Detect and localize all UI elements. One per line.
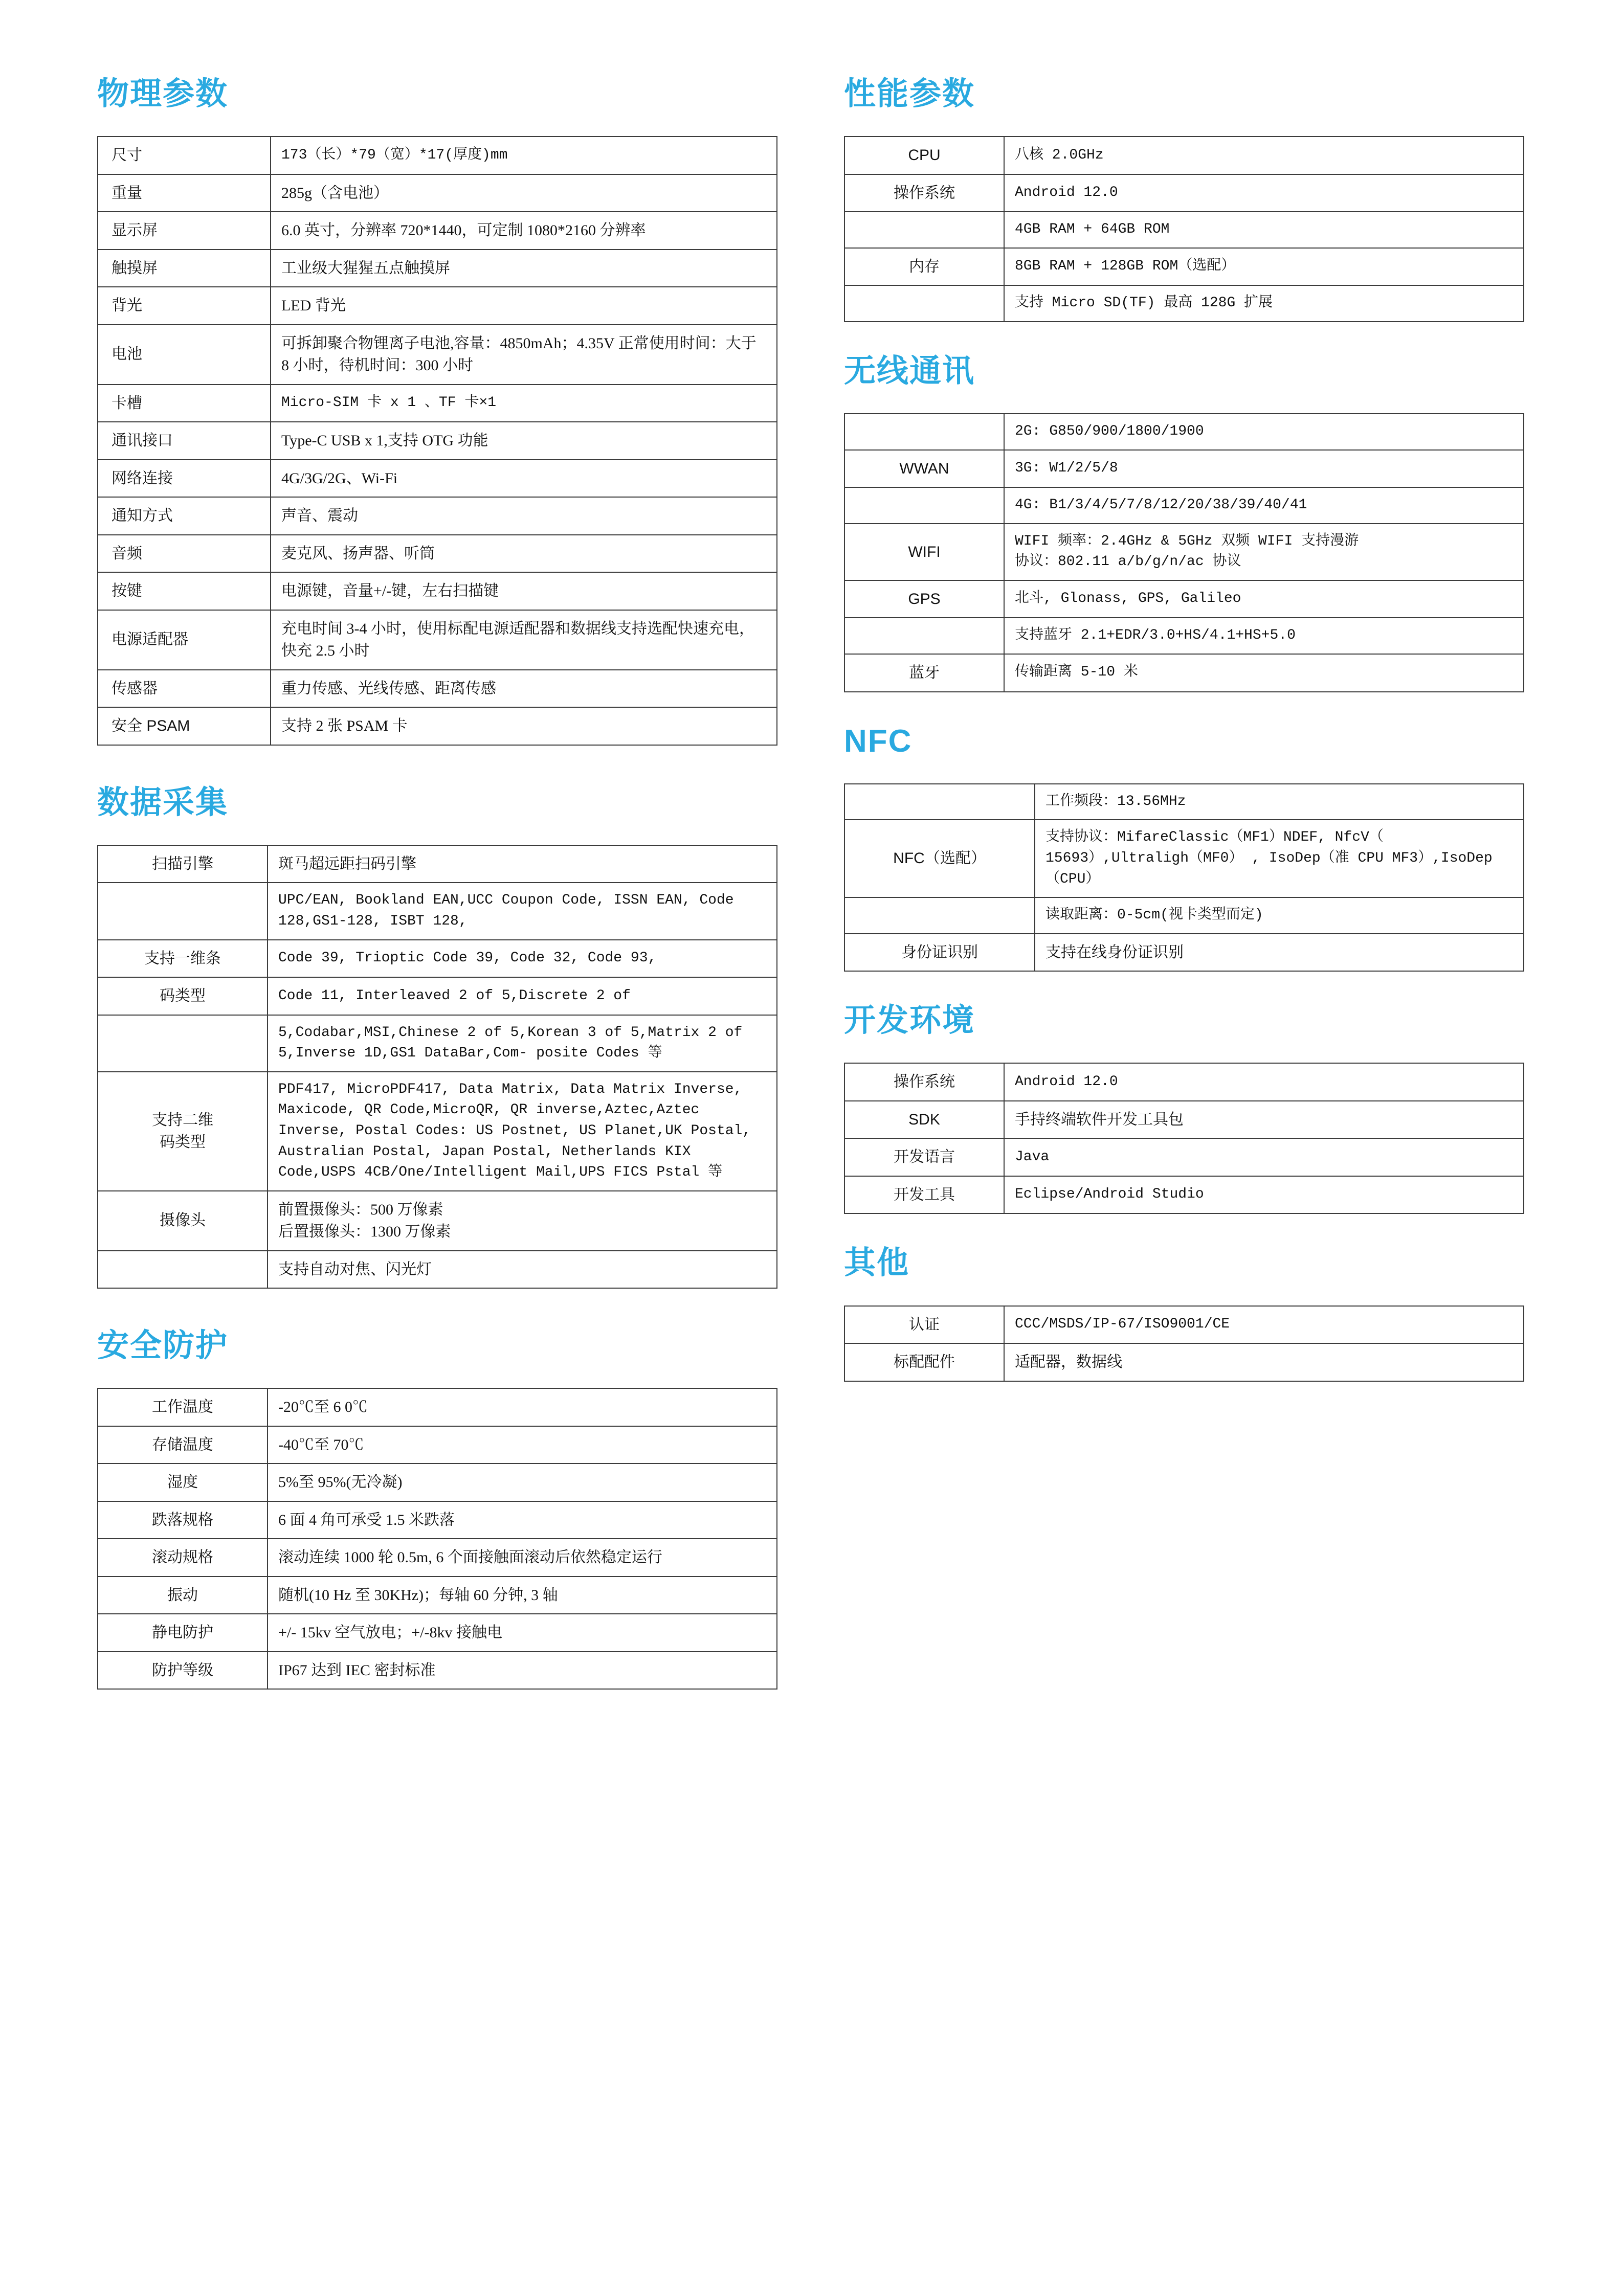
- row-label-camera-cont: [98, 1251, 268, 1289]
- table-nfc: [844, 783, 1524, 972]
- row-value-gps: 北斗, Glonass, GPS, Galileo: [1004, 580, 1524, 618]
- row-value: 麦克风、扬声器、听筒: [271, 535, 777, 573]
- row-value-wwan-3g: 3G: W1/2/5/8: [1004, 450, 1524, 488]
- row-value: 随机(10 Hz 至 30KHz)；每轴 60 分钟, 3 轴: [268, 1577, 777, 1614]
- row-label: 触摸屏: [98, 250, 271, 287]
- row-label: 按键: [98, 572, 271, 610]
- table-row: [98, 572, 777, 610]
- table-row: [98, 497, 777, 535]
- row-value: 手持终端软件开发工具包: [1004, 1101, 1524, 1139]
- row-value-memory-1: 4GB RAM + 64GB ROM: [1004, 212, 1524, 248]
- table-physical: [97, 136, 777, 746]
- wifi-protocol: 协议：802.11 a/b/g/n/ac 协议: [1015, 554, 1241, 570]
- table-row: [844, 414, 1524, 450]
- table-row: [98, 1072, 777, 1191]
- row-label-nfc: NFC（选配）: [844, 820, 1035, 897]
- table-row: [844, 1176, 1524, 1214]
- table-row: [98, 385, 777, 422]
- section-title-safety: 安全防护: [97, 1328, 229, 1364]
- row-label: 开发工具: [844, 1176, 1004, 1214]
- row-value: 可拆卸聚合物锂离子电池,容量：4850mAh；4.35V 正常使用时间：大于 8 小时，待机时间：300 小时: [271, 325, 777, 385]
- row-label: 电源适配器: [98, 610, 271, 670]
- row-value: Type-C USB x 1,支持 OTG 功能: [271, 422, 777, 460]
- table-row: [844, 450, 1524, 488]
- row-label-2d-line1: 支持二维: [152, 1111, 213, 1129]
- table-row: [98, 1539, 777, 1577]
- table-row: [844, 934, 1524, 972]
- row-value-nfc-protocol: 支持协议：MifareClassic（MF1）NDEF, NfcV（ 15693）,Ultraligh（MF0） , IsoDep（准 CPU MF3）,IsoDep（CPU）: [1035, 820, 1524, 897]
- table-row: [98, 1464, 777, 1501]
- row-value: Micro-SIM 卡 x 1 、TF 卡×1: [271, 385, 777, 422]
- row-label-wwan-top: [844, 414, 1004, 450]
- row-label: 防护等级: [98, 1652, 268, 1690]
- row-label-nfc-bottom: [844, 897, 1035, 934]
- row-label-2d: [98, 1072, 268, 1191]
- table-row: [844, 1063, 1524, 1101]
- row-label-1d-part4: [98, 1015, 268, 1072]
- row-label: 安全 PSAM: [98, 707, 271, 745]
- row-label: 振动: [98, 1577, 268, 1614]
- row-label: 网络连接: [98, 460, 271, 498]
- table-row: [98, 287, 777, 325]
- table-row: [844, 487, 1524, 524]
- row-label: 湿度: [98, 1464, 268, 1501]
- table-row: [98, 137, 777, 174]
- table-row: [98, 977, 777, 1015]
- right-column: [844, 77, 1524, 1382]
- row-label-bt-top: [844, 618, 1004, 654]
- row-label: 标配配件: [844, 1343, 1004, 1381]
- table-row: [98, 1251, 777, 1289]
- row-value: 电源键，音量+/-键，左右扫描键: [271, 572, 777, 610]
- row-value: 173（长）*79（宽）*17(厚度)mm: [271, 137, 777, 174]
- table-data-capture: [97, 845, 777, 1289]
- table-safety: [97, 1388, 777, 1690]
- row-value: 285g（含电池）: [271, 174, 777, 212]
- table-row: [844, 137, 1524, 174]
- row-value: 滚动连续 1000 轮 0.5m, 6 个面接触面滚动后依然稳定运行: [268, 1539, 777, 1577]
- table-row: [98, 212, 777, 250]
- row-label-cpu: CPU: [844, 137, 1004, 174]
- row-value: Android 12.0: [1004, 1063, 1524, 1101]
- table-row: [98, 422, 777, 460]
- row-value: 6 面 4 角可承受 1.5 米跌落: [268, 1501, 777, 1539]
- row-value-nfc-frequency: 工作频段：13.56MHz: [1035, 784, 1524, 820]
- row-label-wwan-bottom: [844, 487, 1004, 524]
- row-value-1d-4: 5,Codabar,MSI,Chinese 2 of 5,Korean 3 of 5,Matrix 2 of 5,Inverse 1D,GS1 DataBar,Com- posite Codes 等: [268, 1015, 777, 1072]
- table-row: [844, 524, 1524, 580]
- row-label: 存储温度: [98, 1426, 268, 1464]
- table-row: [98, 460, 777, 498]
- table-row: [844, 654, 1524, 692]
- table-row: [98, 1191, 777, 1251]
- table-row: [98, 707, 777, 745]
- row-label: 卡槽: [98, 385, 271, 422]
- table-dev-env: [844, 1063, 1524, 1214]
- row-label: 背光: [98, 287, 271, 325]
- table-row: [98, 535, 777, 573]
- row-label: 开发语言: [844, 1138, 1004, 1176]
- table-row: [98, 1426, 777, 1464]
- row-value: -40℃至 70℃: [268, 1426, 777, 1464]
- row-value: CCC/MSDS/IP-67/ISO9001/CE: [1004, 1306, 1524, 1344]
- row-value-1d-3: Code 11, Interleaved 2 of 5,Discrete 2 of: [268, 977, 777, 1015]
- row-value: 声音、震动: [271, 497, 777, 535]
- table-row: [98, 174, 777, 212]
- camera-rear: 后置摄像头：1300 万像素: [278, 1223, 451, 1241]
- table-row: [844, 1138, 1524, 1176]
- table-row: [844, 285, 1524, 322]
- row-value-bt-protocol: 支持蓝牙 2.1+EDR/3.0+HS/4.1+HS+5.0: [1004, 618, 1524, 654]
- row-label-bluetooth: 蓝牙: [844, 654, 1004, 692]
- table-row: [98, 883, 777, 939]
- row-label: 重量: [98, 174, 271, 212]
- table-row: [844, 618, 1524, 654]
- left-column: [97, 77, 777, 1690]
- row-label-2d-line2: 码类型: [160, 1134, 206, 1151]
- row-value-memory-2: 8GB RAM + 128GB ROM（选配）: [1004, 248, 1524, 286]
- table-row: [844, 1306, 1524, 1344]
- row-label-nfc-top: [844, 784, 1035, 820]
- table-other: [844, 1305, 1524, 1382]
- row-value: +/- 15kv 空气放电；+/-8kv 接触电: [268, 1614, 777, 1652]
- table-row: [98, 670, 777, 708]
- row-value-nfc-distance: 读取距离：0-5cm(视卡类型而定): [1035, 897, 1524, 934]
- table-row: [844, 784, 1524, 820]
- table-row: [98, 845, 777, 883]
- row-label: 认证: [844, 1306, 1004, 1344]
- table-row: [844, 1343, 1524, 1381]
- row-label-id: 身份证识别: [844, 934, 1035, 972]
- table-row: [98, 1652, 777, 1690]
- table-row: [844, 248, 1524, 286]
- table-performance: [844, 136, 1524, 322]
- table-row: [844, 174, 1524, 212]
- row-value: LED 背光: [271, 287, 777, 325]
- row-label: 音频: [98, 535, 271, 573]
- row-label: 操作系统: [844, 1063, 1004, 1101]
- row-label: 滚动规格: [98, 1539, 268, 1577]
- row-label-gps: GPS: [844, 580, 1004, 618]
- table-wireless: [844, 413, 1524, 692]
- row-value-camera-bottom: 支持自动对焦、闪光灯: [268, 1251, 777, 1289]
- row-value: Eclipse/Android Studio: [1004, 1176, 1524, 1214]
- table-row: [98, 610, 777, 670]
- section-title-physical: 物理参数: [97, 76, 229, 111]
- row-label: 传感器: [98, 670, 271, 708]
- row-label: 尺寸: [98, 137, 271, 174]
- row-value: IP67 达到 IEC 密封标准: [268, 1652, 777, 1690]
- row-label: 显示屏: [98, 212, 271, 250]
- row-label-memory-bottom: [844, 285, 1004, 322]
- row-label-1d-line2: 码类型: [98, 977, 268, 1015]
- row-value-1d-1: UPC/EAN, Bookland EAN,UCC Coupon Code, ISSN EAN, Code 128,GS1-128, ISBT 128,: [268, 883, 777, 939]
- row-value: 适配器，数据线: [1004, 1343, 1524, 1381]
- row-label-wifi: WIFI: [844, 524, 1004, 580]
- row-label: SDK: [844, 1101, 1004, 1139]
- row-value-wwan-2g: 2G: G850/900/1800/1900: [1004, 414, 1524, 450]
- section-title-wireless: 无线通讯: [844, 353, 975, 389]
- row-label: 通知方式: [98, 497, 271, 535]
- row-label: 静电防护: [98, 1614, 268, 1652]
- row-label-os: 操作系统: [844, 174, 1004, 212]
- row-label: 通讯接口: [98, 422, 271, 460]
- table-row: [98, 1577, 777, 1614]
- table-row: [844, 580, 1524, 618]
- row-value-memory-3: 支持 Micro SD(TF) 最高 128G 扩展: [1004, 285, 1524, 322]
- row-value: 充电时间 3-4 小时，使用标配电源适配器和数据线支持选配快速充电，快充 2.5 小时: [271, 610, 777, 670]
- table-row: [844, 1101, 1524, 1139]
- row-value: 支持 2 张 PSAM 卡: [271, 707, 777, 745]
- row-label-memory-top: [844, 212, 1004, 248]
- row-value-scan-engine: 斑马超远距扫码引擎: [268, 845, 777, 883]
- section-title-dev-env: 开发环境: [844, 1003, 975, 1039]
- table-row: [98, 1388, 777, 1426]
- table-row: [98, 940, 777, 978]
- table-row: [844, 897, 1524, 934]
- row-value-camera-top: [268, 1191, 777, 1251]
- wifi-frequency: WIFI 频率：2.4GHz & 5GHz 双频 WIFI 支持漫游: [1015, 533, 1359, 549]
- section-title-data-capture: 数据采集: [97, 784, 229, 820]
- row-label: 跌落规格: [98, 1501, 268, 1539]
- row-label: 工作温度: [98, 1388, 268, 1426]
- table-row: [98, 1015, 777, 1072]
- row-label-memory: 内存: [844, 248, 1004, 286]
- row-value-os: Android 12.0: [1004, 174, 1524, 212]
- table-row: [844, 212, 1524, 248]
- row-value-2d: PDF417, MicroPDF417, Data Matrix, Data Matrix Inverse, Maxicode, QR Code,MicroQR, QR inverse,Aztec,Aztec Inverse, Postal Codes: US Postnet, US Planet,UK Postal, Australian Postal, Japan Postal, Netherlands KIX Code,USPS 4CB/One/Intelligent Mail,UPS FICS Pstal 等: [268, 1072, 777, 1191]
- row-value: 4G/3G/2G、Wi-Fi: [271, 460, 777, 498]
- row-label-camera: 摄像头: [98, 1191, 268, 1251]
- row-value-1d-2: Code 39, Trioptic Code 39, Code 32, Code 93,: [268, 940, 777, 978]
- row-value: 6.0 英寸，分辨率 720*1440，可定制 1080*2160 分辨率: [271, 212, 777, 250]
- table-row: [98, 1501, 777, 1539]
- row-label: 电池: [98, 325, 271, 385]
- row-value: 重力传感、光线传感、距离传感: [271, 670, 777, 708]
- table-row: [98, 1614, 777, 1652]
- row-value-id: 支持在线身份证识别: [1035, 934, 1524, 972]
- section-title-performance: 性能参数: [844, 76, 975, 111]
- row-label-wwan: WWAN: [844, 450, 1004, 488]
- row-label-1d-part1: [98, 883, 268, 939]
- row-label-1d-line1: 支持一维条: [98, 940, 268, 978]
- row-value: -20℃至 6 0℃: [268, 1388, 777, 1426]
- table-row: [844, 820, 1524, 897]
- section-title-nfc: NFC: [844, 723, 913, 759]
- row-value: Java: [1004, 1138, 1524, 1176]
- table-row: [98, 325, 777, 385]
- row-value-wwan-4g: 4G: B1/3/4/5/7/8/12/20/38/39/40/41: [1004, 487, 1524, 524]
- camera-front: 前置摄像头：500 万像素: [278, 1201, 443, 1218]
- two-column-layout: [97, 77, 1527, 1690]
- row-value-cpu: 八核 2.0GHz: [1004, 137, 1524, 174]
- row-value-wifi: [1004, 524, 1524, 580]
- table-row: [98, 250, 777, 287]
- row-value-bt-range: 传输距离 5-10 米: [1004, 654, 1524, 692]
- section-title-other: 其他: [844, 1245, 910, 1281]
- row-value: 5%至 95%(无冷凝): [268, 1464, 777, 1501]
- row-value: 工业级大猩猩五点触摸屏: [271, 250, 777, 287]
- row-label-scan-engine: 扫描引擎: [98, 845, 268, 883]
